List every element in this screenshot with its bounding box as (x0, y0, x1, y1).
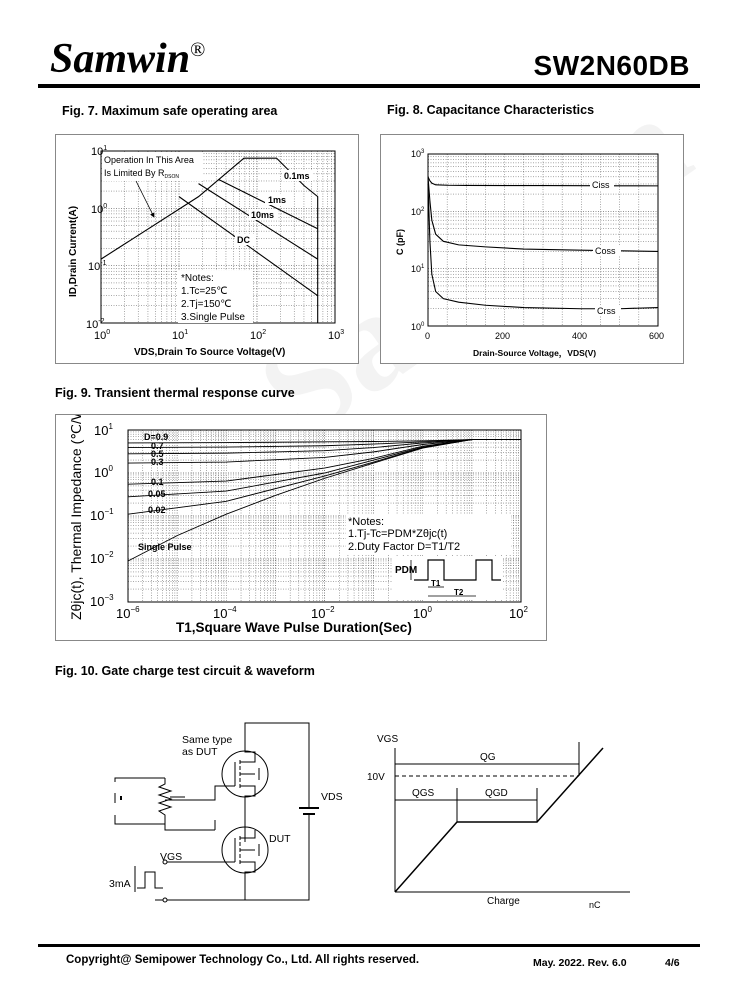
fig7-xtick-10-1: $10^1$ (172, 329, 189, 342)
header-rule (38, 84, 700, 88)
fig8-ytick-10-1: $10^1$ (411, 264, 425, 274)
wave-10v-label: 10V (367, 772, 385, 783)
fig7-label-01ms: 0.1ms (284, 171, 310, 181)
fig9-xtick-10-2: $10^2$ (509, 605, 528, 621)
fig8-ytick-10-2: $10^2$ (411, 207, 425, 217)
fig7-panel (55, 134, 359, 364)
brand-logo (50, 38, 205, 80)
fig9-series-0.1 (128, 440, 521, 485)
fig7-chart (56, 135, 358, 363)
fig7-note3: 3.Single Pulse (181, 312, 245, 323)
fig9-label-single-pulse: Single Pulse (138, 542, 192, 552)
part-number: SW2N60DB (533, 50, 690, 81)
fig9-label-07: 0.7 (151, 441, 164, 451)
fig9-pdm: PDM (395, 565, 418, 576)
fig9-chart (56, 415, 546, 640)
fig8-ylabel: C (pF) (395, 229, 405, 255)
fig9-pulse-diagram (392, 557, 502, 599)
fig9-notes-title: *Notes: (348, 516, 385, 528)
fig8-xtick-600: 600 (649, 331, 665, 341)
fig8-title: Fig. 8. Capacitance Characteristics (387, 103, 595, 117)
fig7-title: Fig. 7. Maximum safe operating area (62, 104, 278, 118)
fig7-xtick-10-0: $10^0$ (94, 329, 111, 342)
fig7-xtick-10-3: $10^3$ (328, 329, 345, 342)
waveform-curve (395, 748, 603, 892)
fig9-note1: 1.Tj-Tc=PDM*Zθjc(t) (348, 528, 448, 540)
vgs-label: VGS (160, 851, 183, 863)
fig7-note2: 2.Tj=150℃ (181, 299, 232, 310)
upper-mosfet-source (240, 786, 255, 820)
dut-mosfet-source (240, 862, 255, 900)
footer-page: 4/6 (665, 957, 680, 969)
fig10-title: Fig. 10. Gate charge test circuit & waveform (55, 664, 315, 678)
fig9-label-002: 0.02 (148, 505, 166, 515)
fig9-label-03: 0.3 (151, 457, 164, 467)
fig7-ytick-10-0: $10^0$ (91, 203, 108, 216)
same-type-label-2: as DUT (182, 746, 218, 758)
fig9-xtick-10--2: $10^{-2}$ (311, 605, 335, 621)
fig9-label-005: 0.05 (148, 489, 166, 499)
fig9-xtick-10--6: $10^{-6}$ (116, 605, 140, 621)
potentiometer (159, 778, 171, 824)
fig8-xtick-0: 0 (425, 331, 431, 341)
fig9-xlabel: T1,Square Wave Pulse Duration(Sec) (176, 620, 412, 635)
qgs-label: QGS (412, 788, 435, 799)
fig8-label-crss: Crss (597, 306, 616, 316)
fig7-notes-title: *Notes: (181, 273, 214, 284)
fig9-t1: T1 (431, 579, 441, 588)
fig9-note2: 2.Duty Factor D=T1/T2 (348, 541, 461, 553)
fig7-xtick-10-2: $10^2$ (250, 329, 267, 342)
fig7-limit-note-1: Operation In This Area (104, 155, 194, 165)
fig9-ytick-10-1: $10^1$ (94, 422, 113, 438)
vds-label: VDS (321, 791, 343, 803)
battery-wire (115, 778, 165, 782)
dut-label: DUT (269, 833, 291, 845)
fig8-chart (381, 135, 683, 363)
fig7-label-1ms: 1ms (268, 195, 287, 205)
fig7-ylabel: ID,Drain Current(A) (68, 205, 79, 297)
fig9-ytick-10--2: $10^{-2}$ (90, 550, 114, 566)
fig9-ytick-10--1: $10^{-1}$ (90, 507, 114, 523)
fig8-grid (428, 154, 658, 326)
fig7-ytick-10--1: $10^{-1}$ (88, 260, 107, 273)
fig9-label-05: 0.5 (151, 449, 164, 459)
fig9-pulse-bg (392, 557, 502, 599)
dut-mosfet-drain (240, 830, 255, 838)
fig9-title: Fig. 9. Transient thermal response curve (55, 386, 295, 400)
fig8-ytick-10-3: $10^3$ (411, 149, 425, 159)
fig7-limit-arrow (136, 181, 154, 217)
fig9-xtick-10--4: $10^{-4}$ (213, 605, 237, 621)
fig9-ytick-10-0: $10^0$ (94, 464, 113, 480)
pot-wire (165, 824, 215, 830)
qg-label: QG (480, 752, 496, 763)
fig10-diagram (55, 690, 675, 920)
battery-wire (115, 815, 165, 824)
fig8-series-Crss (428, 184, 658, 309)
fig9-xtick-10-0: $10^0$ (413, 605, 432, 621)
fig9-duty-labels (138, 432, 192, 552)
current-pulse (137, 872, 163, 888)
qgd-label: QGD (485, 788, 508, 799)
fig9-ytick-10--3: $10^{-3}$ (90, 593, 114, 609)
fig9-label-01: 0.1 (151, 477, 164, 487)
fig8-xlabel: Drain-Source Voltage，VDS(V) (473, 348, 597, 358)
fig7-xlabel: VDS,Drain To Source Voltage(V) (134, 347, 286, 358)
fig7-label-10ms: 10ms (251, 210, 275, 220)
wave-vgs-label: VGS (377, 734, 399, 745)
fig7-note1: 1.Tc=25℃ (181, 286, 228, 297)
current-label: 3mA (109, 878, 131, 890)
footer-copyright: Copyright@ Semipower Technology Co., Ltd. All rights reserved. (66, 954, 420, 966)
fig8-xtick-200: 200 (495, 331, 511, 341)
fig7-ytick-10-1: $10^1$ (91, 145, 108, 158)
fig8-xtick-400: 400 (572, 331, 588, 341)
brand-name: Samwin (50, 36, 191, 82)
footer-rule (38, 944, 700, 947)
same-type-label-1: Same type (182, 734, 233, 746)
registered-mark: ® (190, 39, 206, 61)
gate-charge-waveform (395, 742, 630, 892)
upper-gate-wire (165, 786, 235, 800)
fig9-label-d09: D=0.9 (144, 432, 169, 442)
upper-mosfet-drain (240, 742, 255, 762)
charge-label: Charge (487, 896, 520, 907)
nc-label: nC (589, 900, 601, 910)
ground-terminal (163, 898, 167, 902)
fig8-panel (380, 134, 684, 364)
footer-date: May. 2022. Rev. 6.0 (533, 957, 627, 969)
fig8-ytick-10-0: $10^0$ (411, 322, 425, 332)
fig7-label-dc: DC (237, 235, 250, 245)
fig9-ylabel: Zθjc(t), Thermal Impedance (℃/W) (68, 415, 84, 620)
fig8-label-coss: Coss (595, 246, 616, 256)
fig9-t2: T2 (454, 588, 464, 597)
fig9-panel (55, 414, 547, 641)
fig8-label-ciss: Ciss (592, 180, 610, 190)
fig7-limit-note-2: Is Limited By $R_{DSON}$ (104, 168, 179, 180)
fig7-ytick-10--2: $10^{-2}$ (86, 318, 105, 331)
